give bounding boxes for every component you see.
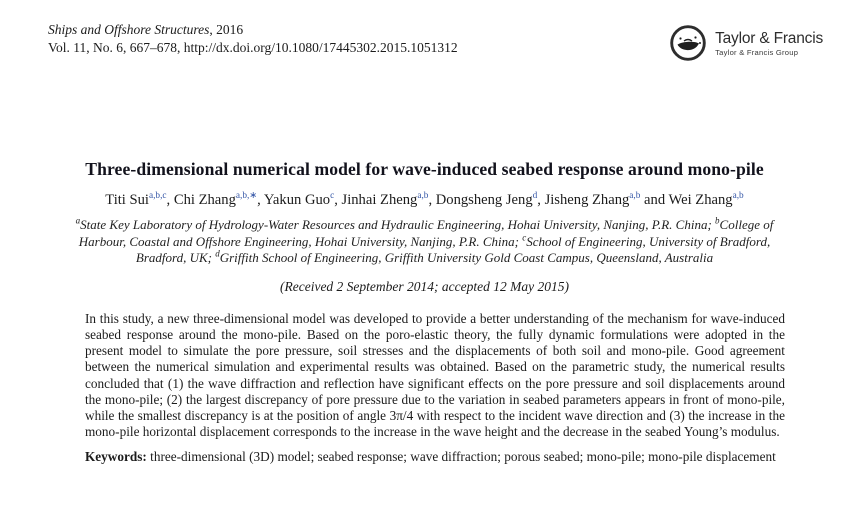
journal-header	[0, 0, 849, 62]
author-affiliation-marks: a,b	[417, 191, 429, 202]
author	[669, 192, 744, 208]
author-affiliation-marks: a,b,c	[148, 191, 167, 202]
taylor-francis-lamp-icon	[669, 24, 707, 62]
author-name: Yakun Guo	[263, 192, 331, 208]
author	[342, 192, 436, 208]
logo-brand-subtitle: Taylor & Francis Group	[715, 47, 799, 57]
journal-year: , 2016	[209, 22, 244, 37]
author	[545, 192, 669, 208]
author-separator: ,	[166, 192, 174, 208]
author-separator: ,	[428, 192, 436, 208]
affiliation-mark: d	[215, 248, 220, 259]
affiliation-text: State Key Laboratory of Hydrology-Water Resources and Hydraulic Engineering, Hohai University, Nanjing, P.R. China;	[80, 217, 716, 232]
keywords-label: Keywords:	[85, 449, 147, 465]
author-name: Titi Sui	[105, 192, 149, 208]
affiliation-mark: a	[75, 215, 81, 226]
affiliation-text: College of Harbour, Coastal and Offshore Engineering, Hohai University, Nanjing, P.R. China;	[78, 217, 774, 249]
author-separator: ,	[537, 192, 545, 208]
author-affiliation-marks: a,b	[629, 191, 641, 202]
affiliation-mark: b	[715, 215, 720, 226]
volume-doi-line	[48, 39, 458, 57]
received-dates: (Received 2 September 2014; accepted 12 May 2015)	[279, 278, 569, 294]
taylor-francis-logo	[669, 24, 823, 62]
logo-text	[715, 30, 823, 57]
author-affiliation-marks: a,b	[732, 191, 744, 202]
journal-title: Ships and Offshore Structures	[48, 22, 210, 37]
journal-title-line	[48, 21, 458, 39]
author-separator: ,	[334, 192, 342, 208]
keywords-text: three-dimensional (3D) model; seabed response; wave diffraction; porous seabed; mono-pile; mono-pile displacement	[150, 449, 776, 465]
affiliation-text: Griffith School of Engineering, Griffith University Gold Coast Campus, Queensland, Australia	[219, 250, 714, 266]
author-affiliation-marks: a,b,∗	[235, 191, 258, 202]
author-name: Jisheng Zhang	[544, 192, 630, 208]
affiliation-mark: c	[522, 232, 527, 243]
author-name: Wei Zhang	[668, 192, 733, 208]
author-list	[0, 192, 849, 209]
volume-info: Vol. 11, No. 6, 667–678,	[48, 40, 181, 55]
keywords	[85, 449, 785, 465]
author-affiliation-marks: c	[330, 191, 335, 202]
author-name: Chi Zhang	[173, 192, 236, 208]
author-name: Dongsheng Jeng	[435, 192, 533, 208]
doi-link[interactable]: http://dx.doi.org/10.1080/17445302.2015.1051312	[183, 40, 458, 55]
affiliation	[215, 250, 713, 265]
author-separator: and	[640, 192, 669, 208]
affiliations	[54, 217, 796, 267]
abstract-text: In this study, a new three-dimensional model was developed to provide a better understanding of the mechanism for wave-induced seabed response around the mono-pile. Based on the poro-elastic theory, the fully dynamic formulations were adopted in the present model to simulate the pore pressure, soil stresses and the displacements of both soil and mono-pile. Good agreement between the numerical simulation and experimental results was obtained. Based on the parametric study, the numerical results concluded that (1) the wave diffraction and reflection have significant effects on the pore pressure and soil displacements around the mono-pile; (2) the largest discrepancy of pore pressure due to the variation in seabed parameters appears in front of mono-pile, while the smallest discrepancy is at the position of angle 3π/4 with respect to the incident wave direction and (3) the increase in the mono-pile horizontal displacement corresponds to the increase in the wave height and the decrease in the seabed Young’s modulus.	[85, 310, 785, 440]
affiliation-text: School of Engineering, University of Bradford, Bradford, UK;	[135, 233, 771, 266]
author	[105, 192, 174, 208]
author	[174, 192, 264, 208]
logo-brand-name: Taylor & Francis	[715, 29, 823, 47]
journal-info	[48, 21, 458, 57]
author-separator: ,	[257, 192, 264, 208]
author	[264, 192, 342, 208]
article-title: Three-dimensional numerical model for wave-induced seabed response around mono-pile	[85, 159, 764, 179]
author-affiliation-marks: d	[532, 191, 538, 202]
affiliation	[76, 217, 715, 232]
author	[436, 192, 545, 208]
author-name: Jinhai Zheng	[341, 192, 418, 208]
